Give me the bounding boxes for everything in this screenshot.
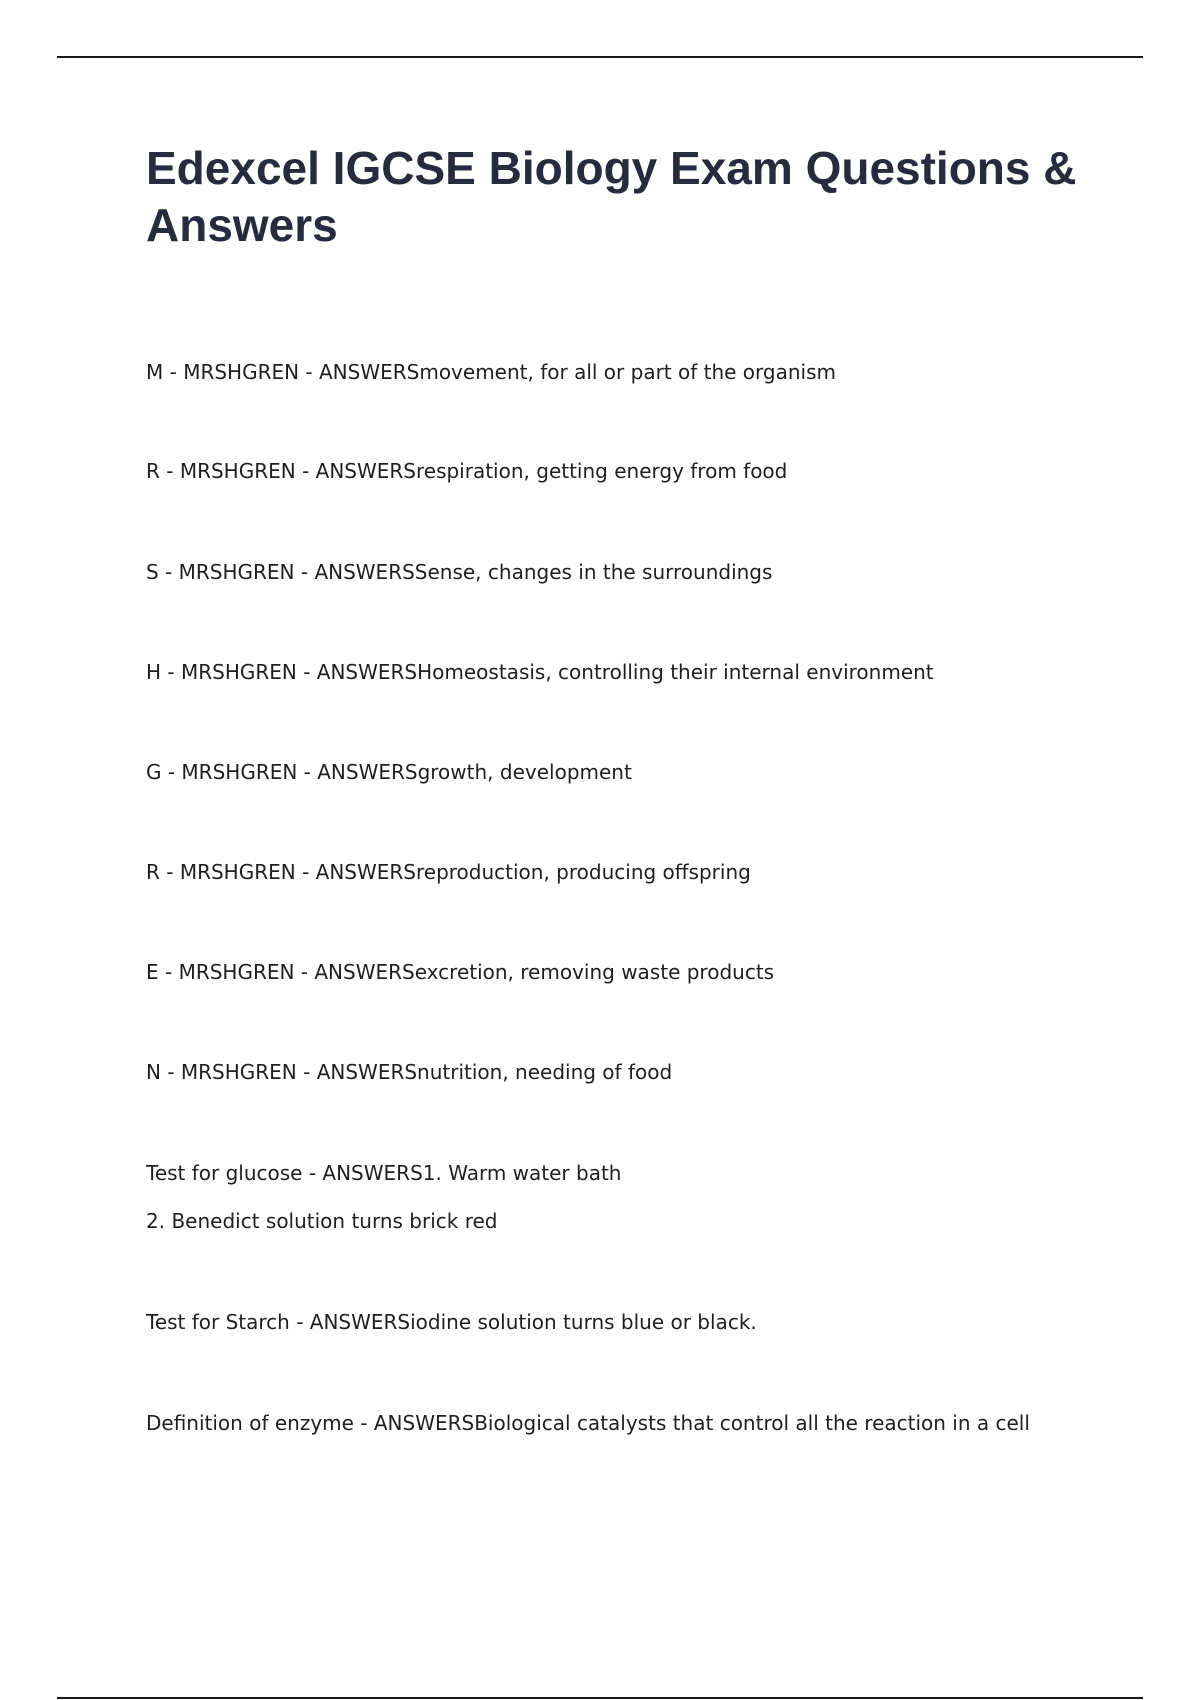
qa-item	[146, 1149, 1106, 1245]
qa-text: H - MRSHGREN - ANSWERSHomeostasis, controlling their internal environment	[146, 660, 934, 684]
document-title: Edexcel IGCSE Biology Exam Questions & Answers	[146, 142, 1077, 251]
qa-text: G - MRSHGREN - ANSWERSgrowth, development	[146, 760, 632, 784]
qa-text: S - MRSHGREN - ANSWERSSense, changes in the surroundings	[146, 560, 773, 584]
qa-text: R - MRSHGREN - ANSWERSreproduction, producing offspring	[146, 860, 751, 884]
qa-item	[146, 848, 1106, 896]
qa-item	[146, 548, 1106, 596]
qa-item	[146, 948, 1106, 996]
bottom-divider	[57, 1697, 1143, 1699]
qa-item	[146, 447, 1106, 495]
qa-text: M - MRSHGREN - ANSWERSmovement, for all or part of the organism	[146, 360, 836, 384]
qa-text: Definition of enzyme - ANSWERSBiological catalysts that control all the reaction in a cell	[146, 1411, 1030, 1435]
qa-text: Test for glucose - ANSWERS1. Warm water bath	[146, 1161, 622, 1185]
top-divider	[57, 56, 1143, 58]
qa-text: 2. Benedict solution turns brick red	[146, 1209, 498, 1233]
qa-item	[146, 1298, 1106, 1346]
qa-text: E - MRSHGREN - ANSWERSexcretion, removing waste products	[146, 960, 775, 984]
qa-text: N - MRSHGREN - ANSWERSnutrition, needing of food	[146, 1060, 673, 1084]
qa-item	[146, 348, 1106, 396]
qa-text: R - MRSHGREN - ANSWERSrespiration, getting energy from food	[146, 459, 788, 483]
qa-item	[146, 748, 1106, 796]
qa-text: Test for Starch - ANSWERSiodine solution turns blue or black.	[146, 1310, 757, 1334]
qa-item	[146, 1048, 1106, 1096]
qa-item	[146, 648, 1106, 696]
qa-item	[146, 1399, 1106, 1447]
